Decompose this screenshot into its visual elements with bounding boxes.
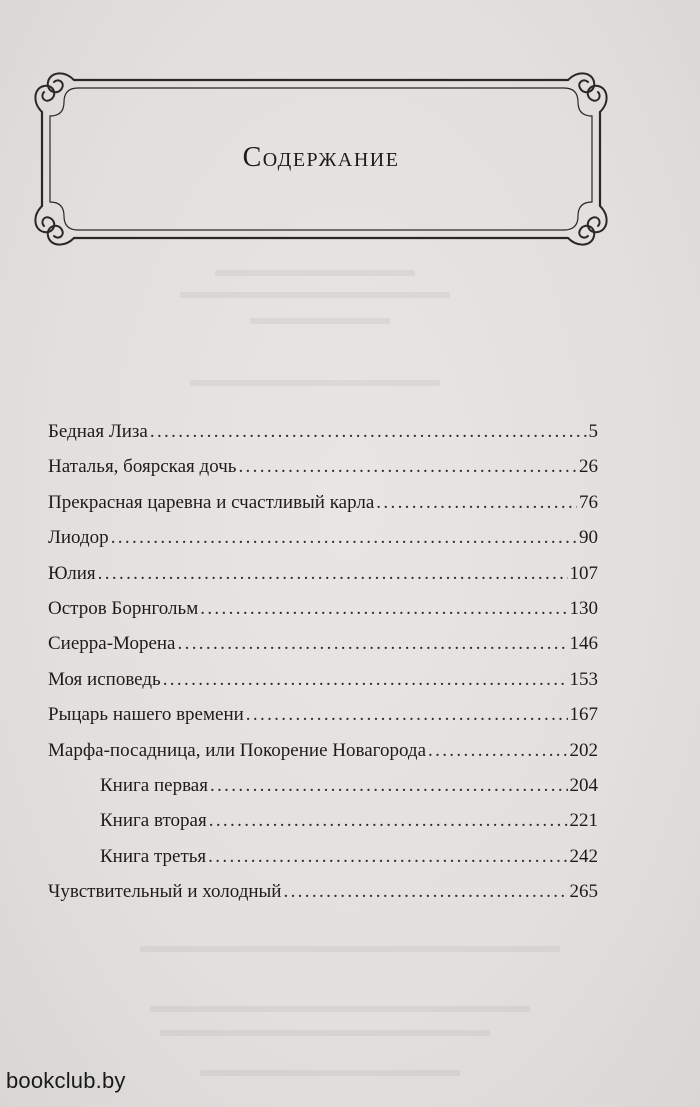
- toc-entry-title: Книга первая: [100, 774, 208, 796]
- toc-entry-page: 167: [569, 704, 598, 726]
- toc-entry-page: 202: [569, 739, 598, 761]
- toc-entry-page: 90: [579, 527, 598, 549]
- toc-entry-page: 107: [569, 562, 598, 584]
- dot-leader: [246, 697, 568, 732]
- toc-entry: [48, 733, 598, 768]
- toc-entry-page: 204: [569, 774, 598, 796]
- dot-leader: [209, 803, 568, 838]
- toc-entry-page: 146: [569, 633, 598, 655]
- toc-entry: [48, 520, 598, 555]
- toc-entry: [48, 449, 598, 484]
- toc-entry-title: Остров Борнгольм: [48, 597, 199, 619]
- dot-leader: [210, 768, 568, 803]
- table-of-contents: [48, 414, 598, 909]
- toc-entry: [48, 768, 598, 803]
- show-through-line: [180, 292, 450, 298]
- show-through-line: [140, 946, 560, 952]
- dot-leader: [428, 733, 568, 768]
- toc-entry: [48, 485, 598, 520]
- dot-leader: [150, 414, 587, 449]
- dot-leader: [200, 591, 567, 626]
- toc-entry-title: Лиодор: [48, 527, 109, 549]
- toc-entry-title: Книга третья: [100, 845, 207, 867]
- dot-leader: [283, 874, 567, 909]
- toc-entry: [48, 591, 598, 626]
- toc-entry-title: Рыцарь нашего времени: [48, 704, 244, 726]
- toc-entry-page: 26: [579, 456, 598, 478]
- toc-entry-title: Марфа-посадница, или Покорение Новагорода: [48, 739, 426, 761]
- toc-entry: [48, 874, 598, 909]
- show-through-line: [160, 1030, 490, 1036]
- dot-leader: [238, 449, 577, 484]
- toc-entry-title: Бедная Лиза: [48, 421, 148, 442]
- show-through-line: [215, 270, 415, 276]
- dot-leader: [111, 520, 577, 555]
- toc-entry-title: Юлия: [48, 562, 96, 584]
- toc-entry-title: Чувствительный и холодный: [48, 881, 282, 903]
- dot-leader: [208, 839, 567, 874]
- toc-entry: [48, 414, 598, 449]
- toc-entry: [48, 662, 598, 697]
- dot-leader: [376, 485, 577, 520]
- toc-entry: [48, 626, 598, 661]
- dot-leader: [163, 662, 568, 697]
- show-through-line: [150, 1006, 530, 1012]
- page-title: Содержание: [242, 142, 400, 173]
- toc-entry-page: 221: [569, 810, 598, 832]
- toc-entry-title: Прекрасная царевна и счастливый карла: [48, 491, 375, 513]
- toc-entry-title: Книга вторая: [100, 810, 207, 832]
- toc-entry: [48, 556, 598, 591]
- dot-leader: [178, 626, 568, 661]
- toc-entry: [48, 839, 598, 874]
- toc-entry-title: Наталья, боярская дочь: [48, 456, 237, 478]
- toc-entry-page: 242: [569, 845, 598, 867]
- watermark-logo: bookclub.by: [6, 1068, 126, 1093]
- dot-leader: [98, 556, 568, 591]
- toc-entry-page: 5: [588, 421, 598, 442]
- toc-entry-title: Сиерра-Морена: [48, 633, 176, 655]
- toc-entry: [48, 697, 598, 732]
- show-through-line: [250, 318, 390, 324]
- toc-entry-title: Моя исповедь: [48, 668, 161, 690]
- toc-entry-page: 153: [569, 668, 598, 690]
- toc-entry-page: 130: [569, 597, 598, 619]
- toc-entry-page: 76: [579, 491, 598, 513]
- show-through-line: [190, 380, 440, 386]
- toc-entry-page: 265: [569, 881, 598, 903]
- toc-entry: [48, 803, 598, 838]
- title-frame: [30, 66, 612, 252]
- show-through-line: [200, 1070, 460, 1076]
